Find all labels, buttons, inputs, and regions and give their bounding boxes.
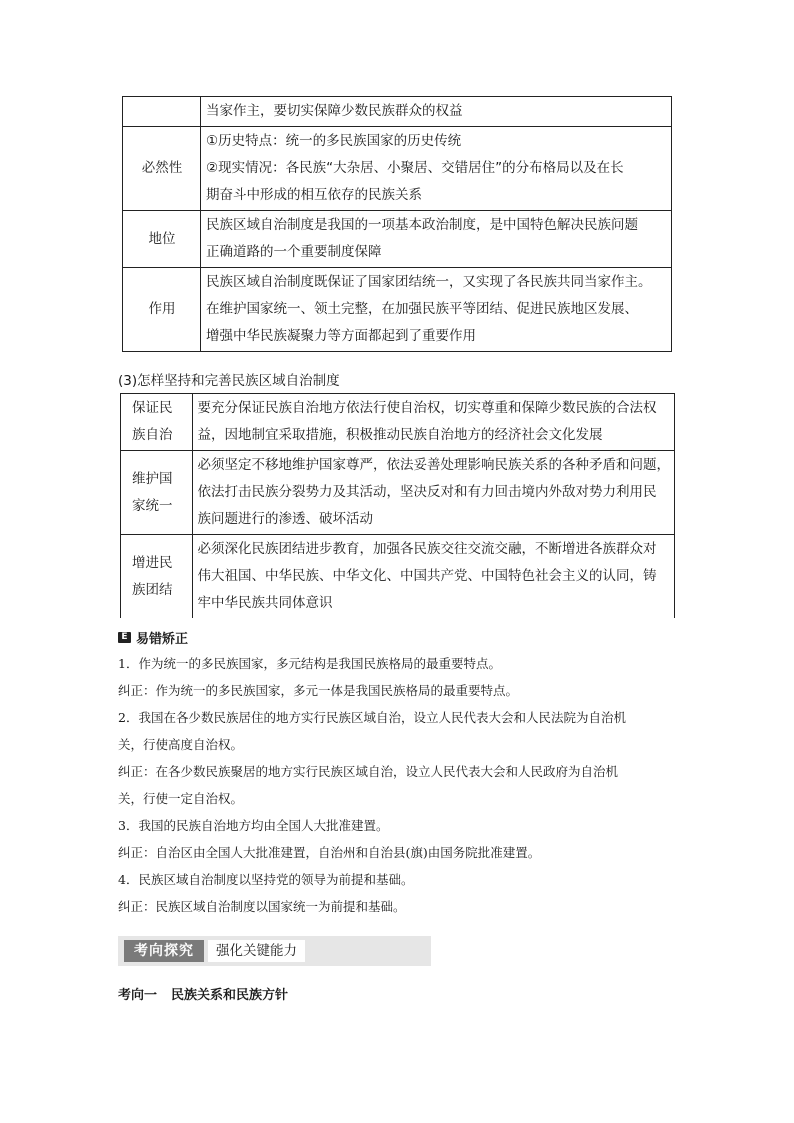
exam-direction-banner	[118, 936, 431, 966]
key-line: 族自治	[132, 427, 173, 443]
content-line: 民族区域自治制度是我国的一项基本政治制度，是中国特色解决民族问题	[206, 217, 638, 233]
error-correction-header	[118, 628, 188, 647]
row-key: 地位	[123, 211, 201, 268]
correction-line: 1．作为统一的多民族国家，多元结构是我国民族格局的最重要特点。	[118, 656, 501, 671]
content-line: 必须深化民族团结进步教育，加强各民族交往交流交融，不断增进各族群众对	[197, 541, 657, 557]
content-line: ①历史特点：统一的多民族国家的历史传统	[206, 133, 462, 149]
content-line: 族问题进行的渗透、破坏活动	[197, 511, 373, 527]
row-content	[192, 451, 675, 535]
table-row	[123, 211, 672, 268]
row-content	[192, 394, 675, 451]
content-line: 正确道路的一个重要制度保障	[206, 244, 382, 260]
row-key	[121, 451, 193, 535]
correction-line: 纠正：民族区域自治制度以国家统一为前提和基础。	[118, 899, 406, 914]
content-line: 在维护国家统一、领土完整，在加强民族平等团结、促进民族地区发展、	[206, 301, 638, 317]
table-zhidu-features	[122, 96, 672, 352]
row-key: 作用	[123, 268, 201, 352]
correction-line: 关，行使高度自治权。	[118, 737, 244, 752]
content-line: 牢中华民族共同体意识	[197, 595, 333, 611]
row-content	[201, 268, 672, 352]
correction-line: 4．民族区域自治制度以坚持党的领导为前提和基础。	[118, 872, 414, 887]
content-line: 必须坚定不移地维护国家尊严，依法妥善处理影响民族关系的各种矛盾和问题，	[197, 457, 670, 473]
content-line: 益，因地制宜采取措施，积极推动民族自治地方的经济社会文化发展	[197, 427, 603, 443]
row-content	[201, 127, 672, 211]
key-line: 族团结	[132, 581, 173, 598]
content-line: ②现实情况：各民族“大杂居、小聚居、交错居住”的分布格局以及在长	[206, 160, 624, 176]
key-line: 家统一	[132, 497, 173, 514]
correction-line: 纠正：在各少数民族聚居的地方实行民族区域自治，设立人民代表大会和人民政府为自治机	[118, 764, 619, 779]
key-line: 增进民	[132, 554, 173, 571]
error-correction-title: 易错矫正	[136, 632, 189, 647]
error-correction-icon: E	[118, 632, 131, 643]
content-line: 依法打击民族分裂势力及其活动，坚决反对和有力回击境内外敌对势力利用民	[197, 484, 657, 500]
row-content	[201, 97, 672, 127]
content-line: 当家作主，要切实保障少数民族群众的权益	[206, 103, 463, 119]
correction-line: 纠正：自治区由全国人大批准建置，自治州和自治县(旗)由国务院批准建置。	[118, 845, 541, 860]
content-line: 要充分保证民族自治地方依法行使自治权，切实尊重和保障少数民族的合法权	[197, 400, 657, 416]
table-adhere-improve	[120, 393, 675, 618]
section-label: 考向一	[118, 988, 158, 1003]
row-key	[123, 97, 201, 127]
correction-line: 纠正：作为统一的多民族国家，多元一体是我国民族格局的最重要特点。	[118, 683, 519, 698]
row-key	[121, 394, 193, 451]
content-line: 伟大祖国、中华民族、中华文化、中国共产党、中国特色社会主义的认同，铸	[197, 568, 657, 584]
table-row	[121, 451, 675, 535]
table-row	[123, 97, 672, 127]
banner-tag: 考向探究	[124, 940, 204, 962]
content-line: 增强中华民族凝聚力等方面都起到了重要作用	[206, 328, 476, 344]
banner-subtitle: 强化关键能力	[208, 940, 305, 962]
key-line: 保证民	[132, 400, 173, 416]
row-key	[121, 535, 193, 619]
correction-line: 2．我国在各少数民族居住的地方实行民族区域自治，设立人民代表大会和人民法院为自治机	[118, 710, 626, 725]
content-line: 期奋斗中形成的相互依存的民族关系	[206, 187, 422, 203]
correction-line: 3．我国的民族自治地方均由全国人大批准建置。	[118, 818, 389, 833]
table-row	[121, 394, 675, 451]
content-line: 民族区域自治制度既保证了国家团结统一，又实现了各民族共同当家作主。	[206, 274, 652, 290]
row-key: 必然性	[123, 127, 201, 211]
section-name: 民族关系和民族方针	[171, 988, 289, 1003]
section-title	[118, 984, 288, 1003]
correction-line: 关，行使一定自治权。	[118, 791, 244, 806]
key-line: 维护国	[132, 470, 173, 487]
table-row	[121, 535, 675, 619]
row-content	[201, 211, 672, 268]
section-heading-3: (3)怎样坚持和完善民族区域自治制度	[118, 373, 340, 389]
table-row	[123, 268, 672, 352]
row-content	[192, 535, 675, 619]
table-row	[123, 127, 672, 211]
